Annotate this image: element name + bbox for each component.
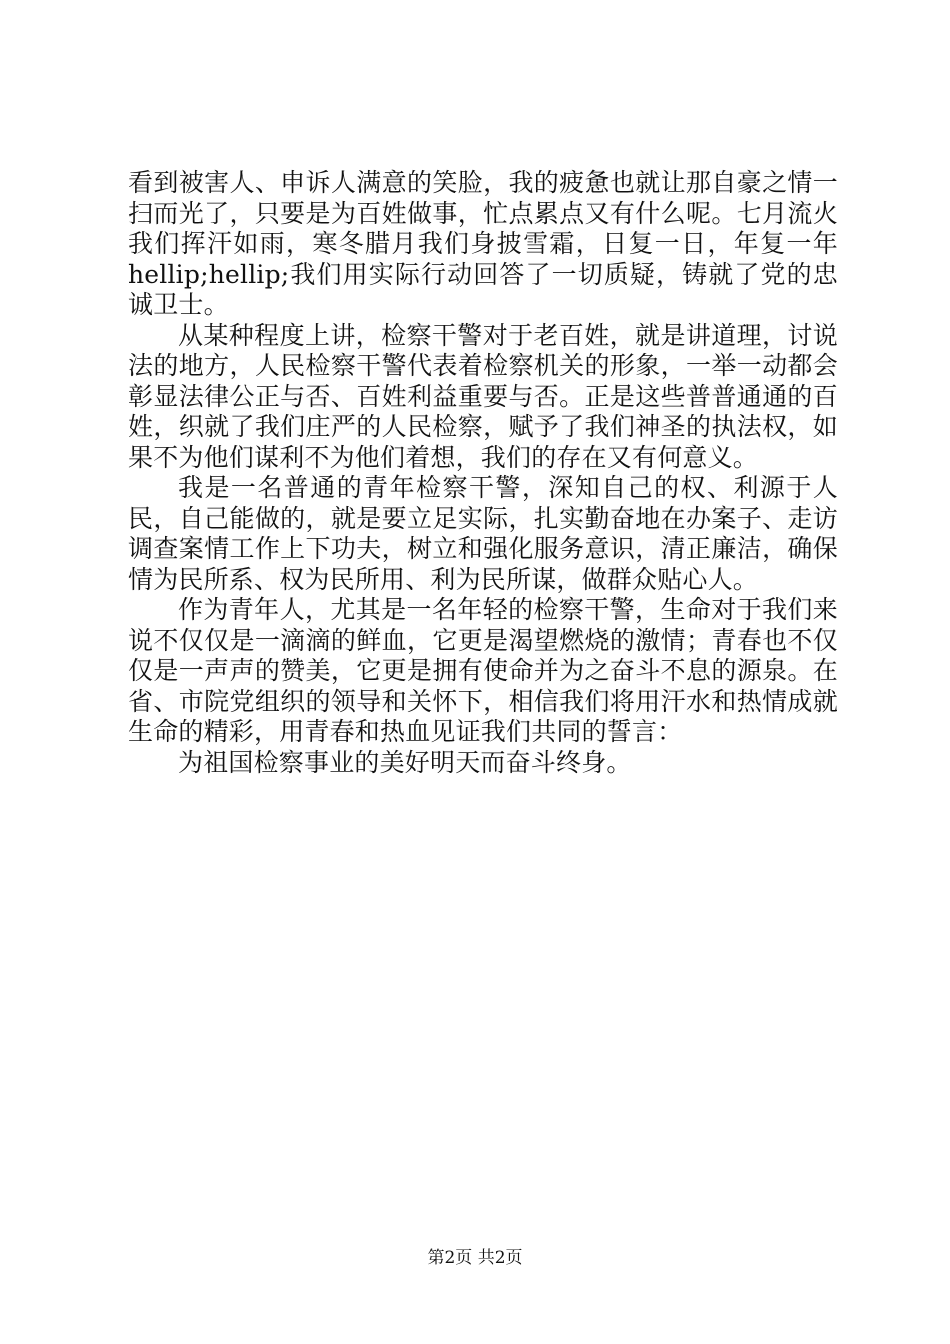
paragraph-3: 我是一名普通的青年检察干警，深知自己的权、利源于人民，自己能做的，就是要立足实际，扎实勤奋地在办案子、走访调查案情工作上下功夫，树立和强化服务意识，清正廉洁，确保情为民所系、权为民所用、利为民所谋，做群众贴心人。 [128,473,838,594]
paragraph-4: 作为青年人，尤其是一名年轻的检察干警，生命对于我们来说不仅仅是一滴滴的鲜血，它更是渴望燃烧的激情；青春也不仅仅是一声声的赞美，它更是拥有使命并为之奋斗不息的源泉。在省、市院党组织的领导和关怀下，相信我们将用汗水和热情成就生命的精彩，用青春和热血见证我们共同的誓言： [128,595,838,746]
paragraph-2: 从某种程度上讲，检察干警对于老百姓，就是讲道理，讨说法的地方，人民检察干警代表着检察机关的形象，一举一动都会彰显法律公正与否、百姓利益重要与否。正是这些普普通通的百姓，织就了我们庄严的人民检察，赋予了我们神圣的执法权，如果不为他们谋利不为他们着想，我们的存在又有何意义。 [128,320,838,472]
paragraph-5: 为祖国检察事业的美好明天而奋斗终身。 [178,747,632,777]
page-number-footer: 第2页 共2页 [427,1248,523,1268]
paragraph-1: 看到被害人、申诉人满意的笑脸，我的疲惫也就让那自豪之情一扫而光了，只要是为百姓做事，忙点累点又有什么呢。七月流火我们挥汗如雨，寒冬腊月我们身披雪霜，日复一日，年复一年hellip;hellip;我们用实际行动回答了一切质疑，铸就了党的忠诚卫士。 [128,168,838,319]
document-body [128,168,838,778]
